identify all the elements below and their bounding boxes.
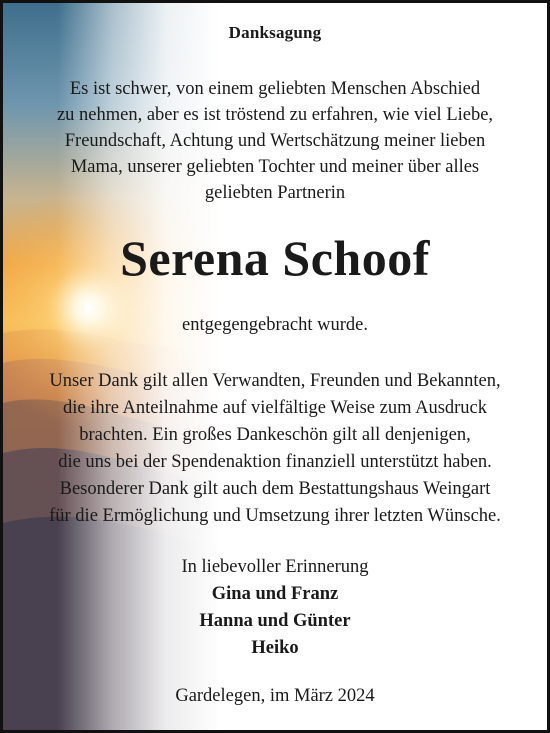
notice-heading: Danksagung <box>228 23 322 42</box>
thanks-line: Besonderer Dank gilt auch dem Bestattungshaus Weingart <box>59 479 491 499</box>
deceased-name: Serena Schoof <box>120 230 430 286</box>
intro-paragraph <box>3 76 547 206</box>
intro-line: zu nehmen, aber es ist tröstend zu erfahren, wie viel Liebe, <box>56 105 494 125</box>
thanks-line: für die Ermöglichung und Umsetzung ihrer letzten Wünsche. <box>49 506 501 526</box>
intro-line: Es ist schwer, von einem geliebten Menschen Abschied <box>69 79 481 99</box>
thanks-line: brachten. Ein großes Dankeschön gilt all denjenigen, <box>79 425 471 445</box>
thanks-paragraph <box>3 368 547 530</box>
intro-line: Mama, unserer geliebten Tochter und meiner über alles <box>70 157 480 177</box>
signatory: Hanna und Günter <box>199 611 351 631</box>
closing-phrase: In liebevoller Erinnerung <box>181 557 369 577</box>
obituary-text <box>3 3 547 730</box>
intro-line: Freundschaft, Achtung und Wertschätzung meiner lieben <box>64 131 486 151</box>
thanks-line: die ihre Anteilnahme auf vielfältige Weise zum Ausdruck <box>62 398 488 418</box>
intro-line: geliebten Partnerin <box>204 183 346 203</box>
signatory: Heiko <box>251 638 299 658</box>
place-date: Gardelegen, im März 2024 <box>175 686 375 706</box>
after-name-text: entgegengebracht wurde. <box>182 315 368 335</box>
signatory: Gina und Franz <box>211 584 339 604</box>
thanks-line: die uns bei der Spendenaktion finanziell unterstützt haben. <box>58 452 492 472</box>
thanks-line: Unser Dank gilt allen Verwandten, Freunden und Bekannten, <box>49 371 501 391</box>
closing-section <box>3 554 547 662</box>
